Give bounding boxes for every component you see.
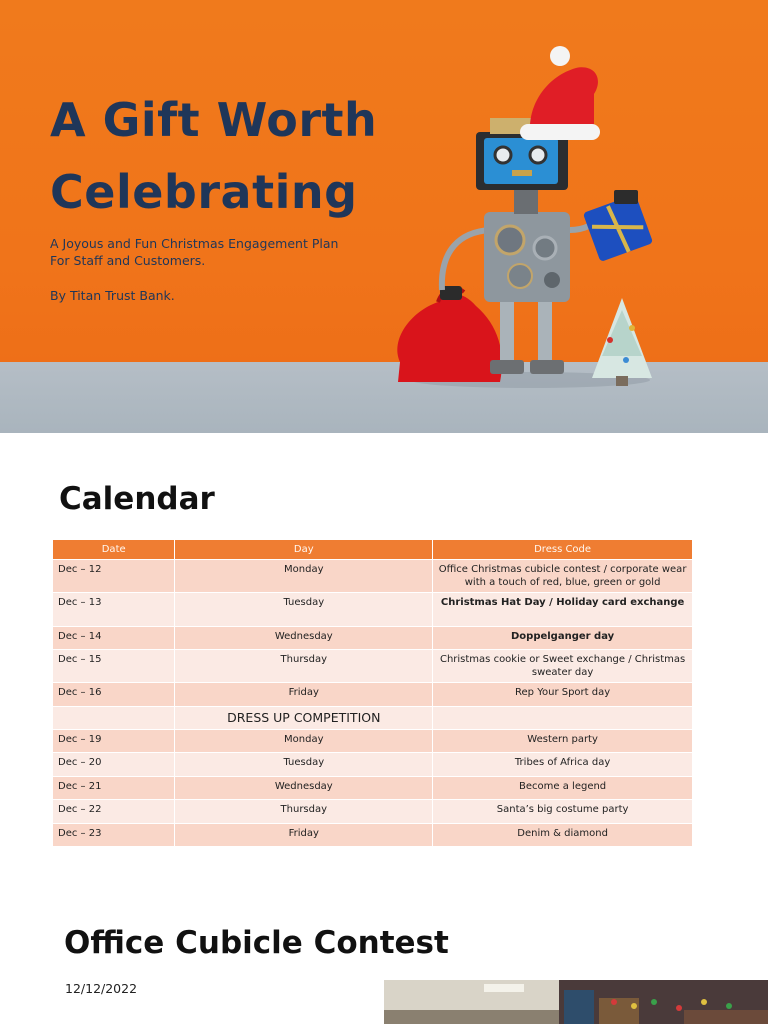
table-row bbox=[53, 592, 693, 626]
row-day: Tuesday bbox=[175, 752, 433, 776]
hero-banner bbox=[0, 0, 768, 433]
table-row bbox=[53, 752, 693, 776]
calendar-header-row bbox=[53, 540, 693, 559]
row-dress-code: Santa’s big costume party bbox=[433, 799, 693, 823]
row-dress-code: Rep Your Sport day bbox=[433, 682, 693, 706]
row-day: Wednesday bbox=[175, 626, 433, 649]
table-row bbox=[53, 559, 693, 592]
table-row bbox=[53, 682, 693, 706]
row-day: Thursday bbox=[175, 649, 433, 682]
table-row bbox=[53, 776, 693, 799]
hero-title-line2: Celebrating bbox=[50, 165, 358, 219]
row-date: Dec – 22 bbox=[53, 799, 175, 823]
calendar-table bbox=[53, 540, 693, 846]
table-row bbox=[53, 799, 693, 823]
row-date: Dec – 16 bbox=[53, 682, 175, 706]
office-cubicle-photo bbox=[384, 980, 768, 1024]
row-day: Monday bbox=[175, 559, 433, 592]
hero-title-line1: A Gift Worth bbox=[50, 93, 378, 147]
row-date: Dec – 14 bbox=[53, 626, 175, 649]
table-row bbox=[53, 823, 693, 846]
row-day: Wednesday bbox=[175, 776, 433, 799]
hero-byline: By Titan Trust Bank. bbox=[50, 288, 175, 303]
dress-up-competition-label: DRESS UP COMPETITION bbox=[175, 706, 433, 729]
row-date: Dec – 21 bbox=[53, 776, 175, 799]
office-contest-date: 12/12/2022 bbox=[65, 981, 138, 996]
row-date: Dec – 19 bbox=[53, 729, 175, 752]
row-day: Friday bbox=[175, 823, 433, 846]
section-empty-cell bbox=[53, 706, 175, 729]
section-row bbox=[53, 706, 693, 729]
table-row bbox=[53, 649, 693, 682]
row-dress-code: Denim & diamond bbox=[433, 823, 693, 846]
robot-santa-image bbox=[380, 40, 670, 400]
header-date: Date bbox=[53, 540, 175, 559]
row-day: Tuesday bbox=[175, 592, 433, 626]
row-dress-code: Christmas cookie or Sweet exchange / Christmas sweater day bbox=[433, 649, 693, 682]
section-empty-cell bbox=[433, 706, 693, 729]
row-dress-code: Become a legend bbox=[433, 776, 693, 799]
row-day: Monday bbox=[175, 729, 433, 752]
row-day: Friday bbox=[175, 682, 433, 706]
row-date: Dec – 12 bbox=[53, 559, 175, 592]
table-row bbox=[53, 626, 693, 649]
row-date: Dec – 23 bbox=[53, 823, 175, 846]
hero-subtitle bbox=[50, 235, 380, 269]
hero-subtitle-line1: A Joyous and Fun Christmas Engagement Plan bbox=[50, 236, 339, 251]
header-day: Day bbox=[175, 540, 433, 559]
row-dress-code: Christmas Hat Day / Holiday card exchange bbox=[433, 592, 693, 626]
hero-title bbox=[50, 84, 410, 228]
row-date: Dec – 15 bbox=[53, 649, 175, 682]
table-row bbox=[53, 729, 693, 752]
office-contest-title: Office Cubicle Contest bbox=[64, 925, 449, 961]
row-dress-code: Doppelganger day bbox=[433, 626, 693, 649]
row-dress-code: Office Christmas cubicle contest / corporate wear with a touch of red, blue, green or gold bbox=[433, 559, 693, 592]
row-dress-code: Tribes of Africa day bbox=[433, 752, 693, 776]
row-dress-code: Western party bbox=[433, 729, 693, 752]
hero-subtitle-line2: For Staff and Customers. bbox=[50, 253, 206, 268]
row-date: Dec – 20 bbox=[53, 752, 175, 776]
row-date: Dec – 13 bbox=[53, 592, 175, 626]
calendar-title: Calendar bbox=[59, 481, 215, 517]
header-dress-code: Dress Code bbox=[433, 540, 693, 559]
row-day: Thursday bbox=[175, 799, 433, 823]
